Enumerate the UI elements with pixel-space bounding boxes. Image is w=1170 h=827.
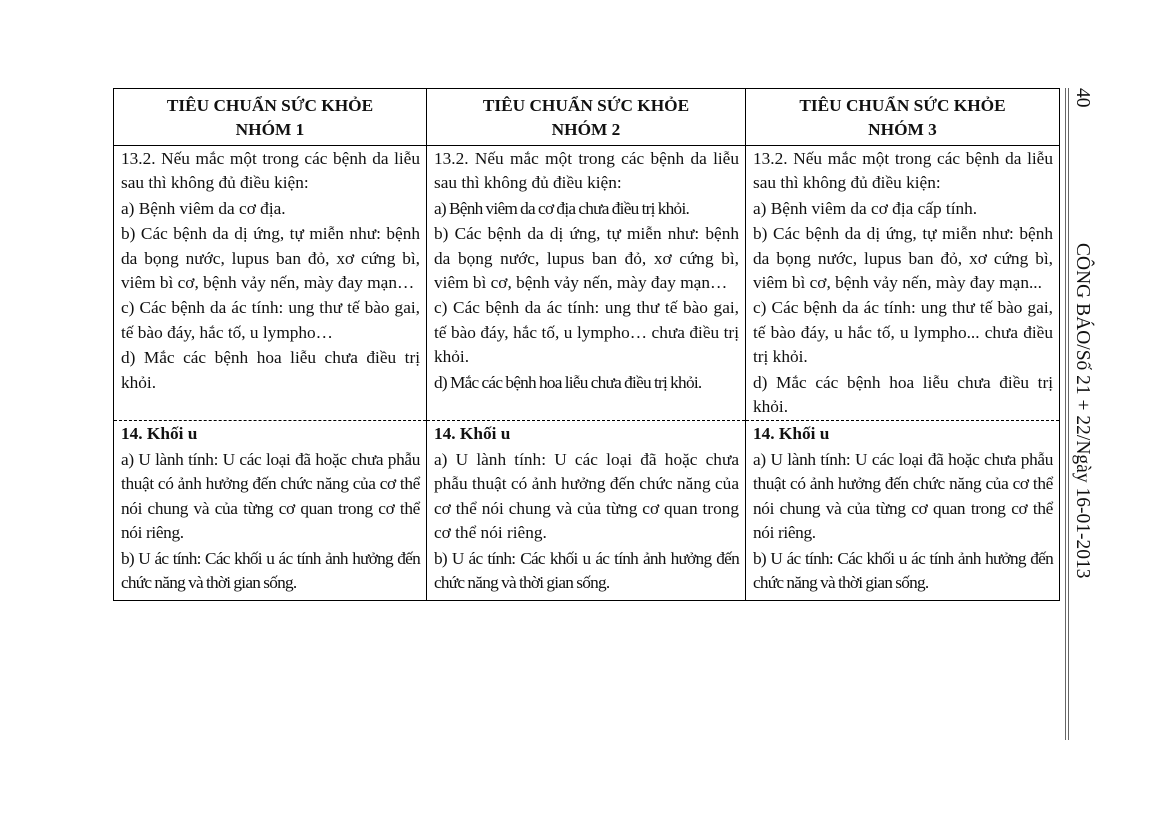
- page-number: 40: [1072, 88, 1093, 108]
- item-c: c) Các bệnh da ác tính: ung thư tế bào gai, tế bào đáy, u hắc tố, u lympho... chưa điều trị khỏi.: [753, 298, 1053, 367]
- header-group-label: NHÓM 2: [551, 120, 621, 139]
- header-title: TIÊU CHUẨN SỨC KHỎE: [799, 96, 1006, 115]
- section-title: 14. Khối u: [121, 424, 198, 444]
- item-intro: 13.2. Nếu mắc một trong các bệnh da liễu sau thì không đủ điều kiện:: [434, 149, 739, 193]
- item-d: d) Mắc các bệnh hoa liễu chưa điều trị khỏi.: [121, 348, 420, 392]
- header-group-1: [114, 89, 427, 146]
- cell-group-2-dermatology: [427, 146, 746, 421]
- item-d: d) Mắc các bệnh hoa liễu chưa điều trị khỏi.: [753, 372, 1053, 417]
- header-group-3: [746, 89, 1060, 146]
- gazette-running-header: CÔNG BÁO/Số 21 + 22/Ngày 16-01-2013: [1072, 243, 1093, 579]
- header-title: TIÊU CHUẨN SỨC KHỎE: [482, 96, 690, 115]
- item-b: b) Các bệnh da dị ứng, tự miễn như: bệnh da bọng nước, lupus ban đỏ, xơ cứng bì, viêm bì cơ, bệnh vảy nến, mày đay mạn…: [434, 224, 739, 293]
- table-row-tumor: [114, 421, 1060, 601]
- header-group-2: [427, 89, 746, 146]
- section-title: 14. Khối u: [753, 424, 830, 444]
- item-b: b) U ác tính: Các khối u ác tính ảnh hưởng đến chức năng và thời gian sống.: [121, 548, 420, 592]
- cell-group-3-dermatology: [746, 146, 1060, 421]
- item-a: a) U lành tính: U các loại đã hoặc chưa phẫu thuật có ảnh hưởng đến chức năng của cơ thể nói chung và của từng cơ quan trong cơ thể nói riêng.: [753, 449, 1053, 543]
- margin-divider-line: [1065, 88, 1069, 740]
- item-a: a) Bệnh viêm da cơ địa.: [121, 198, 286, 218]
- table-row-dermatology: [114, 146, 1060, 421]
- item-a: a) Bệnh viêm da cơ địa chưa điều trị khỏi.: [434, 198, 690, 218]
- item-c: c) Các bệnh da ác tính: ung thư tế bào gai, tế bào đáy, hắc tố, u lympho… chưa điều trị khỏi.: [434, 298, 739, 367]
- header-group-label: NHÓM 1: [235, 120, 305, 139]
- cell-group-2-tumor: [427, 421, 746, 601]
- health-standards-table: [113, 88, 1060, 601]
- header-group-label: NHÓM 3: [868, 120, 937, 139]
- table-header-row: [114, 89, 1060, 146]
- section-title: 14. Khối u: [434, 424, 511, 444]
- item-c: c) Các bệnh da ác tính: ung thư tế bào gai, tế bào đáy, hắc tố, u lympho…: [121, 298, 420, 342]
- cell-group-1-tumor: [114, 421, 427, 601]
- cell-group-1-dermatology: [114, 146, 427, 421]
- item-b: b) U ác tính: Các khối u ác tính ảnh hưởng đến chức năng và thời gian sống.: [434, 548, 739, 592]
- item-b: b) Các bệnh da dị ứng, tự miễn như: bệnh da bọng nước, lupus ban đỏ, xơ cứng bì, viêm bì cơ, bệnh vảy nến, mày đay mạn...: [753, 224, 1053, 293]
- item-d: d) Mắc các bệnh hoa liễu chưa điều trị khỏi.: [434, 372, 702, 392]
- cell-group-3-tumor: [746, 421, 1060, 601]
- item-intro: 13.2. Nếu mắc một trong các bệnh da liễu sau thì không đủ điều kiện:: [753, 149, 1053, 193]
- item-a: a) U lành tính: U các loại đã hoặc chưa phẫu thuật có ảnh hưởng đến chức năng của cơ thể nói chung và của từng cơ quan trong cơ thể nói riêng.: [434, 449, 739, 543]
- item-b: b) Các bệnh da dị ứng, tự miễn như: bệnh da bọng nước, lupus ban đỏ, xơ cứng bì, viêm bì cơ, bệnh vảy nến, mày đay mạn…: [121, 224, 420, 293]
- header-title: TIÊU CHUẨN SỨC KHỎE: [166, 96, 374, 115]
- item-a: a) Bệnh viêm da cơ địa cấp tính.: [753, 198, 978, 218]
- item-b: b) U ác tính: Các khối u ác tính ảnh hưởng đến chức năng và thời gian sống.: [753, 548, 1053, 592]
- item-intro: 13.2. Nếu mắc một trong các bệnh da liễu sau thì không đủ điều kiện:: [121, 149, 420, 193]
- item-a: a) U lành tính: U các loại đã hoặc chưa phẫu thuật có ảnh hưởng đến chức năng của cơ thể nói chung và của từng cơ quan trong cơ thể nói riêng.: [121, 449, 420, 543]
